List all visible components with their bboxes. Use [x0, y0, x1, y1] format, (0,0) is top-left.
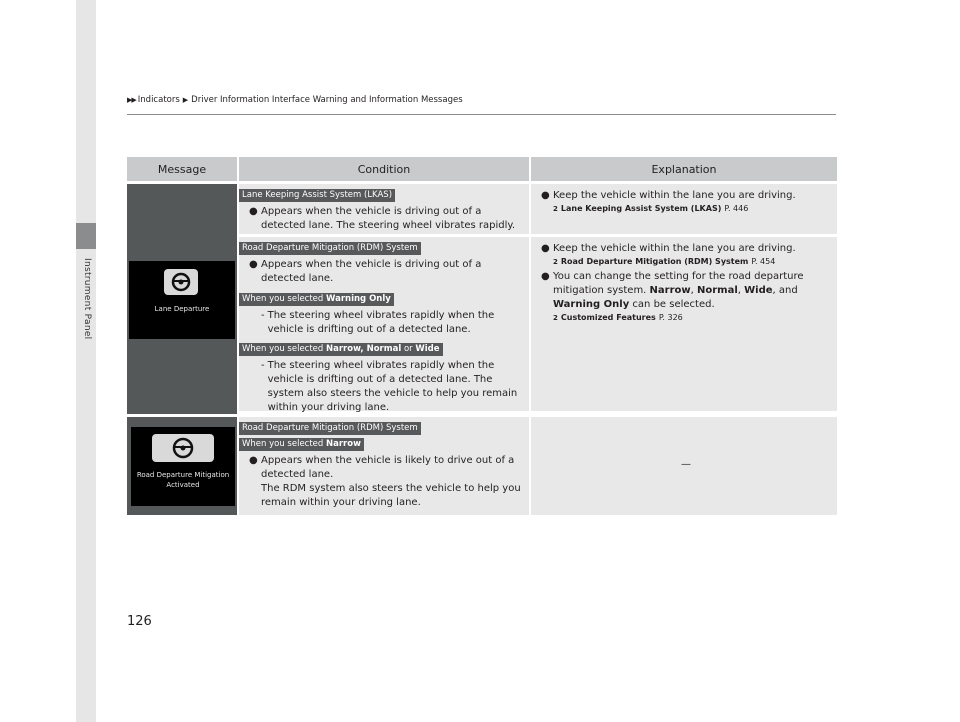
- system-tag: Road Departure Mitigation (RDM) System: [239, 242, 421, 255]
- selection-prefix: When you selected: [242, 344, 324, 354]
- selection-prefix: When you selected: [242, 439, 324, 449]
- explanation-part: You can change the setting for the road departure mitigation system.: [553, 271, 804, 296]
- reference-page: P. 454: [751, 257, 776, 266]
- rdm-activated-screen: [131, 427, 235, 506]
- header-rule: [127, 114, 836, 115]
- screen-label: Lane Departure: [154, 305, 210, 313]
- system-tag: Road Departure Mitigation (RDM) System: [239, 422, 421, 435]
- condition-text: Appears when the vehicle is driving out of a detected lane.: [261, 259, 482, 284]
- breadcrumb-section[interactable]: Indicators: [137, 95, 180, 105]
- condition-text: Appears when the vehicle is driving out of a detected lane. The steering wheel vibrates rapidly.: [261, 206, 516, 231]
- reference-title: Lane Keeping Assist System (LKAS): [560, 204, 722, 213]
- table-row: [237, 184, 837, 234]
- selection-value: Warning Only: [326, 294, 391, 304]
- bullet-icon: ●: [541, 190, 550, 201]
- bullet-icon: ●: [249, 206, 258, 217]
- message-image-cell: [127, 184, 237, 414]
- selection-tag: [239, 343, 443, 356]
- reference-title: Customized Features: [560, 313, 656, 322]
- condition-text: The RDM system also steers the vehicle to help you remain within your driving lane.: [261, 483, 521, 508]
- sub-condition-text: The steering wheel vibrates rapidly when the vehicle is drifting out of a detected lane.: [267, 310, 495, 335]
- bullet-icon: ●: [541, 243, 550, 254]
- cross-reference[interactable]: [553, 203, 831, 215]
- explanation-part: , and: [772, 285, 798, 296]
- breadcrumb-arrow-icon: ▶: [182, 96, 189, 104]
- cross-reference[interactable]: [553, 312, 831, 324]
- selection-value: Narrow, Normal: [326, 344, 402, 354]
- system-tag: Lane Keeping Assist System (LKAS): [239, 189, 395, 202]
- selection-value: Narrow: [326, 439, 361, 449]
- breadcrumb-arrows-icon: ▶▶: [127, 96, 136, 104]
- breadcrumb-page: Driver Information Interface Warning and Information Messages: [191, 95, 463, 105]
- messages-table: [127, 157, 837, 515]
- reference-page: P. 326: [658, 313, 683, 322]
- explanation-part: can be selected.: [632, 299, 715, 310]
- option-narrow: Narrow: [649, 285, 691, 296]
- explanation-cell: [529, 417, 837, 515]
- header-condition: Condition: [237, 157, 529, 181]
- lane-departure-screen: [129, 261, 235, 339]
- option-normal: Normal: [697, 285, 738, 296]
- message-image-cell: [127, 417, 237, 515]
- condition-text: Appears when the vehicle is likely to drive out of a detected lane.: [261, 455, 515, 480]
- option-warning-only: Warning Only: [553, 299, 630, 310]
- selection-value: Wide: [415, 344, 440, 354]
- explanation-text: Keep the vehicle within the lane you are driving.: [553, 243, 796, 254]
- condition-cell: [237, 237, 529, 411]
- screen-label-line1: Road Departure Mitigation: [136, 471, 230, 479]
- reference-icon: 2: [553, 258, 558, 266]
- breadcrumb: [127, 95, 463, 105]
- bullet-icon: ●: [541, 271, 550, 282]
- reference-icon: 2: [553, 314, 558, 322]
- selection-tag: [239, 293, 394, 306]
- reference-icon: 2: [553, 205, 558, 213]
- sub-condition-text: The steering wheel vibrates rapidly when the vehicle is drifting out of a detected lane. The system also steers the vehicle to help you remain within your driving lane.: [267, 360, 518, 413]
- dash-icon: -: [261, 310, 265, 321]
- cross-reference[interactable]: [553, 256, 831, 268]
- dash-icon: -: [261, 360, 265, 371]
- steering-wheel-icon: [164, 269, 198, 295]
- selection-or: or: [403, 344, 413, 354]
- selection-prefix: When you selected: [242, 294, 324, 304]
- explanation-cell: [529, 184, 837, 234]
- bullet-icon: ●: [249, 259, 258, 270]
- side-tab: [76, 223, 96, 249]
- selection-tag: [239, 438, 364, 451]
- steering-wheel-icon: [152, 434, 214, 462]
- condition-cell: [237, 417, 529, 515]
- explanation-text: Keep the vehicle within the lane you are driving.: [553, 190, 796, 201]
- table-row: [127, 414, 837, 515]
- explanation-dash: —: [681, 459, 691, 470]
- reference-title: Road Departure Mitigation (RDM) System: [560, 257, 749, 266]
- option-wide: Wide: [744, 285, 773, 296]
- table-header: [127, 157, 837, 181]
- header-message: Message: [157, 162, 207, 176]
- side-bar: [76, 0, 96, 722]
- side-section-label: Instrument Panel: [82, 258, 92, 340]
- table-row-group: [127, 181, 837, 414]
- condition-cell: [237, 184, 529, 234]
- explanation-cell: [529, 237, 837, 411]
- screen-label-line2: Activated: [166, 481, 200, 489]
- page-number: 126: [127, 614, 152, 629]
- reference-page: P. 446: [724, 204, 749, 213]
- bullet-icon: ●: [249, 455, 258, 466]
- table-row: [237, 234, 837, 411]
- explanation-text: You can change the setting for the road departure mitigation system. Narrow, Normal, Wide, and Warning Only can be selected.: [553, 271, 804, 310]
- header-explanation: Explanation: [529, 157, 837, 181]
